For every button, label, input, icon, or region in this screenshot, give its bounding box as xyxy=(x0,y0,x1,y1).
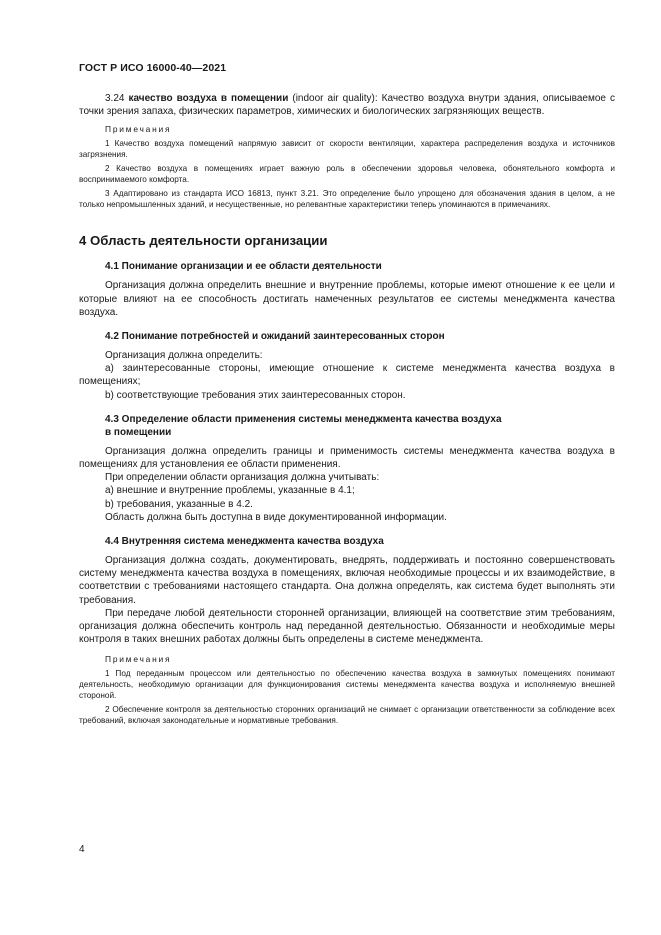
note-item: 2 Обеспечение контроля за деятельностью сторонних организаций не снимает с организации ответственности за соблюдение всех требований, включая законодательные и нормативные требования. xyxy=(79,705,615,726)
note-item: 1 Качество воздуха помещений напрямую зависит от скорости вентиляции, характера распределения воздуха и источников загрязнения. xyxy=(79,139,615,160)
term-name: качество воздуха в помещении xyxy=(128,93,289,104)
section-4-heading: 4 Область деятельности организации xyxy=(79,233,328,249)
subsection-4-4-heading: 4.4 Внутренняя система менеджмента качества воздуха xyxy=(105,536,384,548)
subsection-4-3-heading-line1: 4.3 Определение области применения системы менеджмента качества воздуха xyxy=(105,413,502,425)
paragraph: При определении области организация должна учитывать: xyxy=(105,472,380,484)
list-item: b) соответствующие требования этих заинтересованных сторон. xyxy=(105,389,406,401)
term-number: 3.24 xyxy=(105,93,125,104)
page-number: 4 xyxy=(79,844,85,855)
paragraph: При передаче любой деятельности сторонней организации, влияющей на соответствие этим требованиям, организация должна обеспечить контроль над переданной деятельностью. Обязанности и необходимые меры контроля в таких внешних работах должны быть определены в системе менеджмента. xyxy=(79,607,615,646)
paragraph: Организация должна определить: xyxy=(105,350,263,362)
paragraph: Организация должна создать, документировать, внедрять, поддерживать и постоянно совершенствовать систему менеджмента качества воздуха в помещениях, включая необходимые процессы и их взаимодействие, в соответствии с требованиями настоящего стандарта. Она должна определять, как система будет выполнять эти требования. xyxy=(79,555,615,606)
paragraph: Область должна быть доступна в виде документированной информации. xyxy=(105,511,447,523)
list-item: b) требования, указанные в 4.2. xyxy=(105,498,253,510)
subsection-4-3-heading xyxy=(79,413,615,439)
subsection-4-1-heading: 4.1 Понимание организации и ее области деятельности xyxy=(105,261,382,273)
paragraph: Организация должна определить внешние и внутренние проблемы, которые имеют отношение к ее цели и которые влияют на ее способность достигать намеченных результатов ее системы менеджмента качества воздуха. xyxy=(79,280,615,318)
note-item: 2 Качество воздуха в помещениях играет важную роль в обеспечении здоровья человека, обонятельного комфорта и воспринимаемого комфорта. xyxy=(79,164,615,185)
notes-heading: Примечания xyxy=(105,124,172,135)
list-item: a) внешние и внутренние проблемы, указанные в 4.1; xyxy=(105,485,355,497)
subsection-4-3-heading-line2: в помещении xyxy=(105,426,172,438)
document-code-header: ГОСТ Р ИСО 16000-40—2021 xyxy=(79,62,227,74)
note-item: 1 Под переданным процессом или деятельностью по обеспечению качества воздуха в замкнутых помещениях понимают деятельность, необходимую организации для функционирования системы менеджмента качества воздуха и исполняемую внешней стороной. xyxy=(79,669,615,701)
note-item: 3 Адаптировано из стандарта ИСО 16813, пункт 3.21. Это определение было упрощено для обозначения здания в целом, а не только непромышленных зданий, и несущественные, но релевантные характеристики теперь упоминаются в примечаниях. xyxy=(79,189,615,210)
term-3-24 xyxy=(79,92,615,118)
page-body xyxy=(79,92,615,726)
term-definition: (indoor air quality): Качество воздуха внутри здания, описываемое с точки зрения запаха, физических параметров, химических и биологических загрязняющих веществ. xyxy=(79,93,615,118)
subsection-4-2-heading: 4.2 Понимание потребностей и ожиданий заинтересованных сторон xyxy=(105,331,445,343)
notes-heading: Примечания xyxy=(105,654,172,665)
paragraph: Организация должна определить границы и применимость системы менеджмента качества воздуха в помещениях для установления ее области применения. xyxy=(79,445,615,471)
list-item: a) заинтересованные стороны, имеющие отношение к системе менеджмента качества воздуха в помещениях; xyxy=(79,363,615,388)
